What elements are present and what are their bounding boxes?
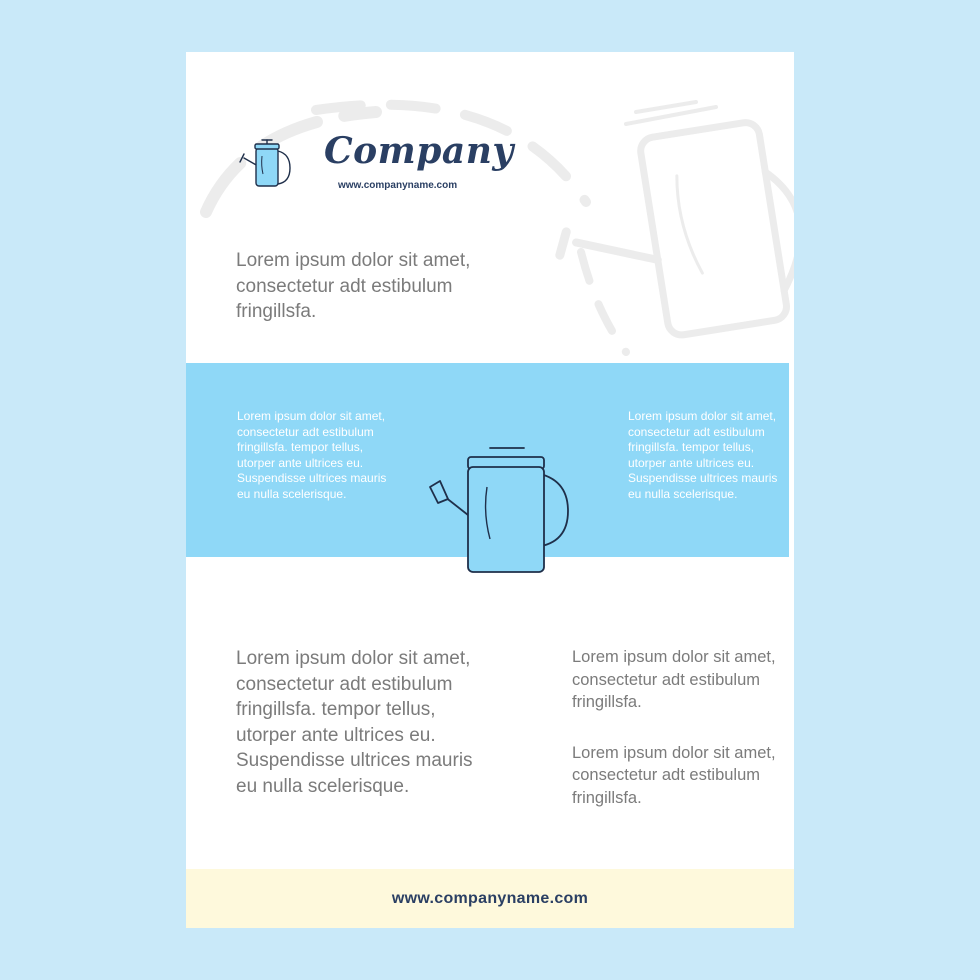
brochure-page [186,52,794,928]
band-left-paragraph: Lorem ipsum dolor sit amet, consectetur adt estibulum fringillsfa. tempor tellus, utorper ante ultrices eu. Suspendisse ultrices mauris eu nulla scelerisque. [237,409,387,501]
footer-website-link[interactable]: www.companyname.com [391,889,589,907]
body-right-column [572,646,782,838]
company-website[interactable]: www.companyname.com [338,180,458,191]
body-right-paragraph-2: Lorem ipsum dolor sit amet, consectetur adt estibulum fringillsfa. [572,743,776,807]
band-right-paragraph: Lorem ipsum dolor sit amet, consectetur adt estibulum fringillsfa. tempor tellus, utorper ante ultrices eu. Suspendisse ultrices mauris eu nulla scelerisque. [628,409,778,501]
company-name: Company [324,130,514,172]
watering-can-icon [236,138,300,194]
footer [186,869,794,928]
watering-can-icon [420,443,580,573]
body-right-paragraph-1: Lorem ipsum dolor sit amet, consectetur adt estibulum fringillsfa. [572,648,776,712]
feature-band [186,363,789,557]
body-left-paragraph: Lorem ipsum dolor sit amet, consectetur adt estibulum fringillsfa. tempor tellus, utorper ante ultrices eu. Suspendisse ultrices mauris eu nulla scelerisque. [236,648,473,797]
intro-paragraph: Lorem ipsum dolor sit amet, consectetur adt estibulum fringillsfa. [236,250,471,322]
